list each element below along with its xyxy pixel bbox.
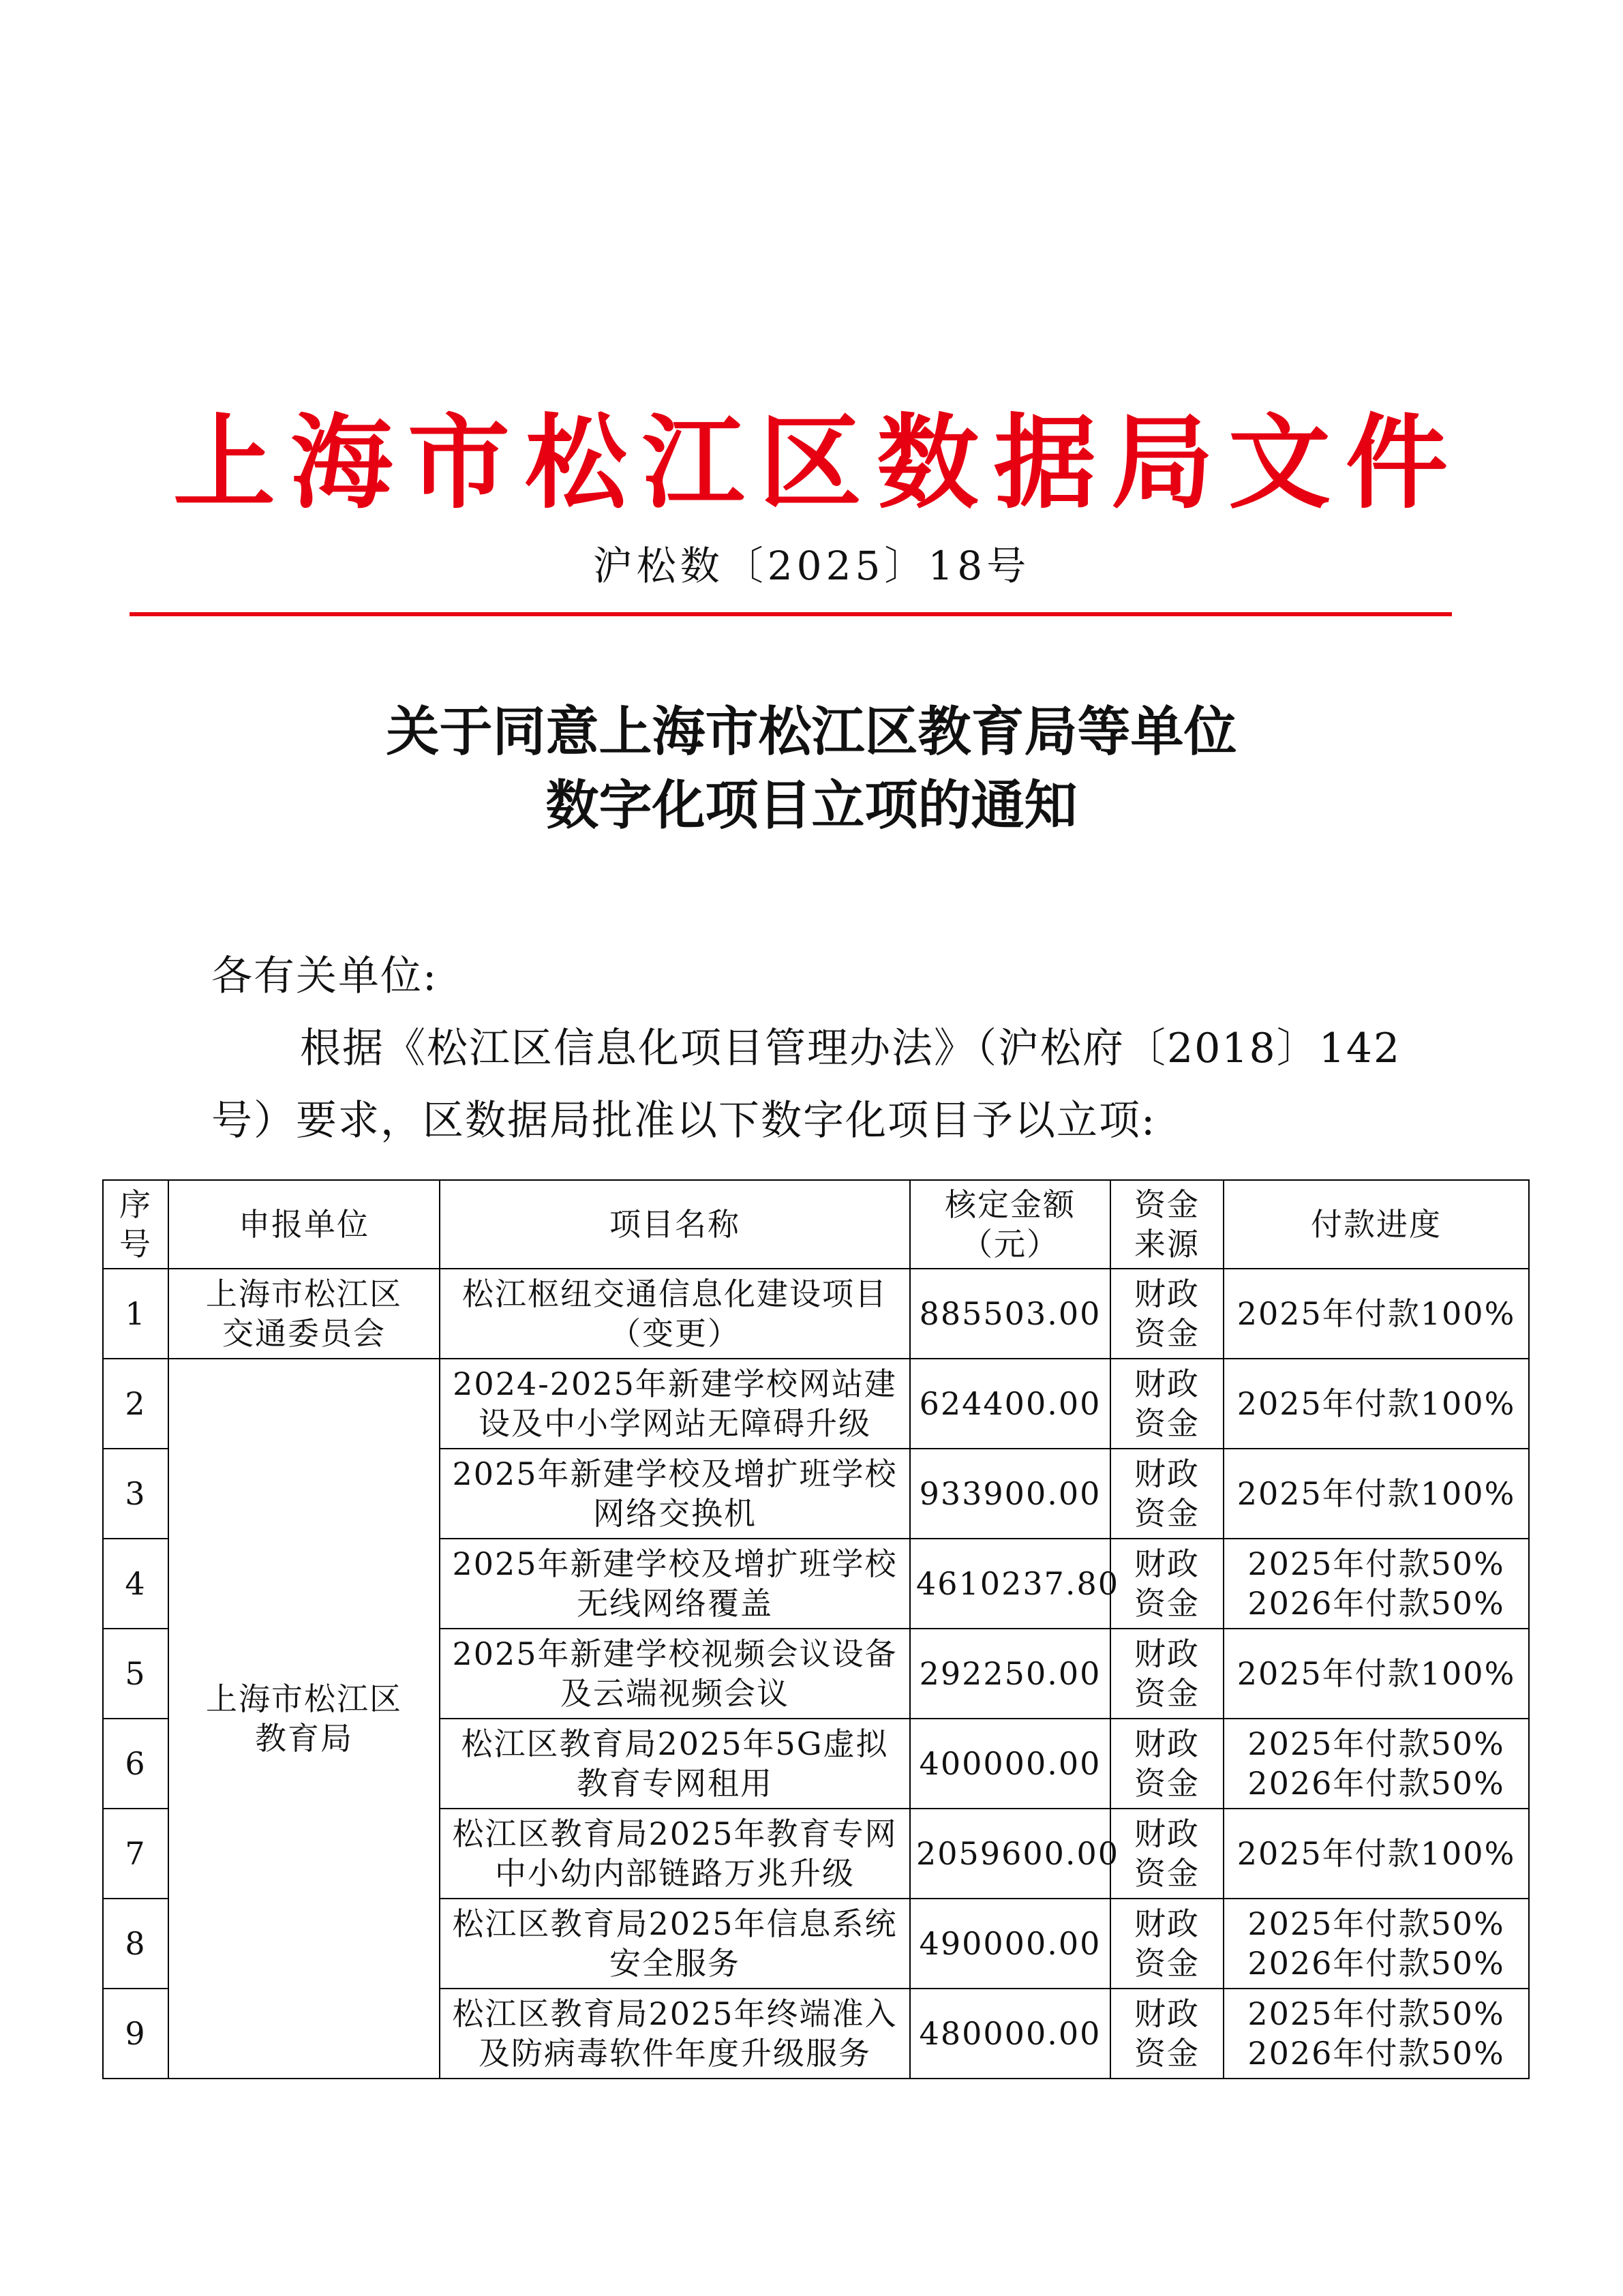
table-row <box>103 1359 1529 1449</box>
row-project-name: 松江区教育局2025年信息系统 安全服务 <box>440 1899 910 1989</box>
header-unit: 申报单位 <box>168 1180 440 1269</box>
row-payment: 2025年付款50% 2026年付款50% <box>1224 1719 1529 1809</box>
row-payment: 2025年付款100% <box>1224 1629 1529 1719</box>
row-amount: 4610237.80 <box>910 1539 1110 1629</box>
row-fund-source: 财政 资金 <box>1110 1899 1224 1989</box>
header-no: 序 号 <box>103 1180 168 1269</box>
table-header-row <box>103 1180 1529 1269</box>
row-amount: 624400.00 <box>910 1359 1110 1449</box>
row-fund-source: 财政 资金 <box>1110 1629 1224 1719</box>
document-number: 沪松数〔2025〕18号 <box>592 543 1031 589</box>
table-row <box>103 1269 1529 1359</box>
row-payment: 2025年付款100% <box>1224 1359 1529 1449</box>
row-amount: 480000.00 <box>910 1989 1110 2079</box>
notice-title <box>0 695 1623 843</box>
row-project-name: 2025年新建学校视频会议设备 及云端视频会议 <box>440 1629 910 1719</box>
row-fund-source: 财政 资金 <box>1110 1539 1224 1629</box>
red-divider-line <box>130 612 1452 616</box>
row-amount: 2059600.00 <box>910 1809 1110 1899</box>
issuing-org-title: 上海市松江区数据局文件 <box>172 404 1463 523</box>
row-project-name: 2025年新建学校及增扩班学校 网络交换机 <box>440 1449 910 1539</box>
body-text-line-2: 号）要求，区数据局批准以下数字化项目予以立项: <box>211 1097 1157 1145</box>
row-fund-source: 财政 资金 <box>1110 1989 1224 2079</box>
project-table <box>102 1179 1530 2079</box>
row-project-name: 松江区教育局2025年教育专网 中小幼内部链路万兆升级 <box>440 1809 910 1899</box>
row-no: 8 <box>103 1899 168 1989</box>
row-payment: 2025年付款100% <box>1224 1809 1529 1899</box>
row-unit-merged: 上海市松江区 教育局 <box>168 1359 440 2079</box>
row-no: 9 <box>103 1989 168 2079</box>
row-fund-source: 财政 资金 <box>1110 1809 1224 1899</box>
notice-title-line-2: 数字化项目立项的通知 <box>545 775 1078 836</box>
header-payment: 付款进度 <box>1224 1180 1529 1269</box>
row-payment: 2025年付款50% 2026年付款50% <box>1224 1899 1529 1989</box>
row-payment: 2025年付款50% 2026年付款50% <box>1224 1539 1529 1629</box>
row-payment: 2025年付款100% <box>1224 1269 1529 1359</box>
row-amount: 400000.00 <box>910 1719 1110 1809</box>
row-no: 7 <box>103 1809 168 1899</box>
header-project-name: 项目名称 <box>440 1180 910 1269</box>
header-amount: 核定金额 （元） <box>910 1180 1110 1269</box>
row-fund-source: 财政 资金 <box>1110 1359 1224 1449</box>
row-fund-source: 财政 资金 <box>1110 1269 1224 1359</box>
row-project-name: 松江枢纽交通信息化建设项目 （变更） <box>440 1269 910 1359</box>
row-fund-source: 财政 资金 <box>1110 1449 1224 1539</box>
row-project-name: 2024-2025年新建学校网站建 设及中小学网站无障碍升级 <box>440 1359 910 1449</box>
row-no: 6 <box>103 1719 168 1809</box>
row-no: 2 <box>103 1359 168 1449</box>
row-no: 4 <box>103 1539 168 1629</box>
row-fund-source: 财政 资金 <box>1110 1719 1224 1809</box>
row-project-name: 2025年新建学校及增扩班学校 无线网络覆盖 <box>440 1539 910 1629</box>
row-payment: 2025年付款50% 2026年付款50% <box>1224 1989 1529 2079</box>
row-project-name: 松江区教育局2025年5G虚拟 教育专网租用 <box>440 1719 910 1809</box>
row-payment: 2025年付款100% <box>1224 1449 1529 1539</box>
row-no: 5 <box>103 1629 168 1719</box>
notice-title-line-1: 关于同意上海市松江区教育局等单位 <box>386 701 1237 763</box>
salutation: 各有关单位: <box>211 952 438 1000</box>
row-no: 1 <box>103 1269 168 1359</box>
body-text-line-1: 根据《松江区信息化项目管理办法》（沪松府〔2018〕142 <box>300 1025 1401 1072</box>
row-unit: 上海市松江区 交通委员会 <box>168 1269 440 1359</box>
row-amount: 292250.00 <box>910 1629 1110 1719</box>
row-no: 3 <box>103 1449 168 1539</box>
row-amount: 885503.00 <box>910 1269 1110 1359</box>
row-project-name: 松江区教育局2025年终端准入 及防病毒软件年度升级服务 <box>440 1989 910 2079</box>
header-fund-source: 资金 来源 <box>1110 1180 1224 1269</box>
row-amount: 490000.00 <box>910 1899 1110 1989</box>
row-amount: 933900.00 <box>910 1449 1110 1539</box>
